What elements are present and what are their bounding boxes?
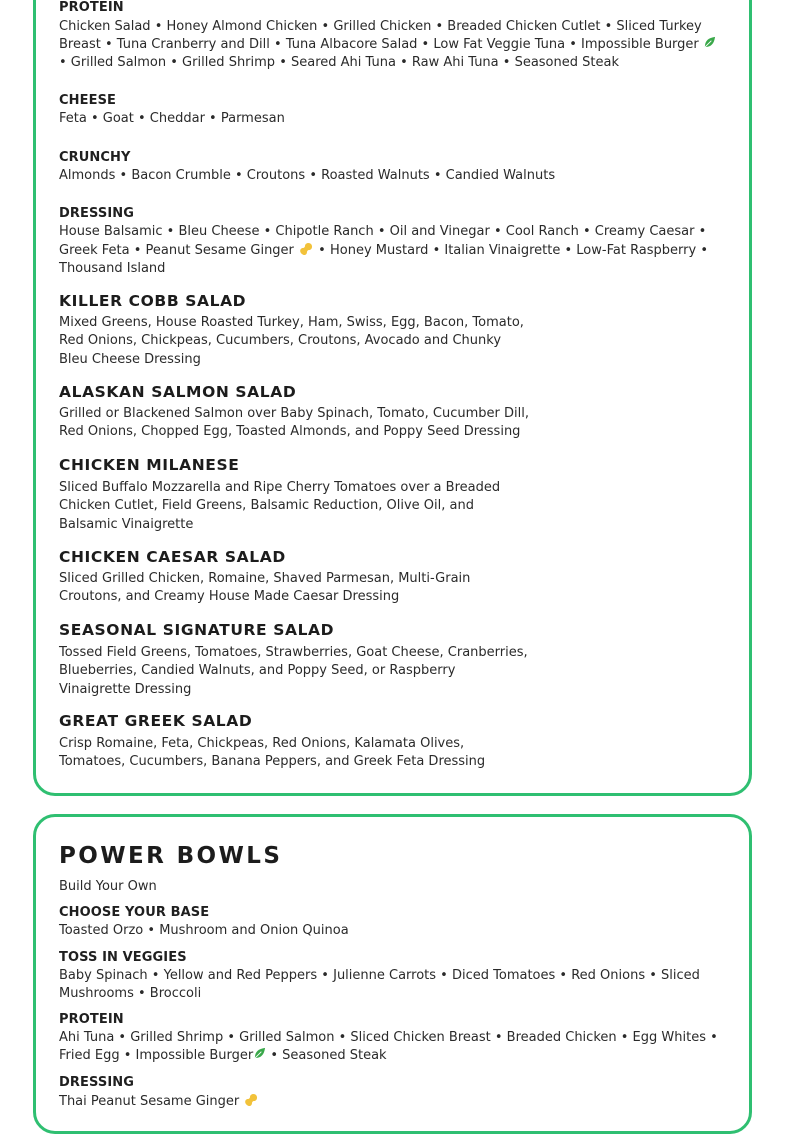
category-items-dressing: Thai Peanut Sesame Ginger [59,1092,724,1111]
salad-description: Sliced Buffalo Mozzarella and Ripe Cherry Tomatoes over a Breaded Chicken Cutlet, Field Greens, Balsamic Reduction, Olive Oil, and Balsamic Vinaigrette [59,480,501,532]
salad-name: GREAT GREEK SALAD [59,712,253,730]
category-title-cheese: CHEESE [59,93,117,108]
peanut-icon [298,241,314,257]
peanut-icon [243,1092,259,1108]
section-subtitle: Build Your Own [59,879,157,894]
salad-description: Sliced Grilled Chicken, Romaine, Shaved Parmesan, Multi-Grain Croutons, and Creamy House Made Caesar Dressing [59,571,471,605]
section-title-power-bowls: POWER BOWLS [59,843,283,869]
leaf-icon [703,36,716,49]
salad-description: Tossed Field Greens, Tomatoes, Strawberries, Goat Cheese, Cranberries, Blueberries, Candied Walnuts, and Poppy Seed, or Raspberry Vinaigrette Dressing [59,645,528,697]
category-title-crunchy: CRUNCHY [59,150,131,165]
salad-name: CHICKEN MILANESE [59,456,240,474]
category-title-dressing: DRESSING [59,206,135,221]
salad-description: Crisp Romaine, Feta, Chickpeas, Red Onions, Kalamata Olives, Tomatoes, Cucumbers, Banana Peppers, and Greek Feta Dressing [59,736,486,770]
category-items-base: Toasted Orzo • Mushroom and Onion Quinoa [59,923,349,938]
salad-description: Mixed Greens, House Roasted Turkey, Ham, Swiss, Egg, Bacon, Tomato, Red Onions, Chickpeas, Cucumbers, Croutons, Avocado and Chunky Bleu Cheese Dressing [59,315,524,367]
category-items-veggies: Baby Spinach • Yellow and Red Peppers • Julienne Carrots • Diced Tomatoes • Red Onions • Sliced Mushrooms • Broccoli [59,968,700,1001]
category-items-protein: Chicken Salad • Honey Almond Chicken • Grilled Chicken • Breaded Chicken Cutlet • Sliced Turkey Breast • Tuna Cranberry and Dill • Tuna Albacore Salad • Low Fat Veggie Tuna • Impossible Burger • Grilled Salmon • Grilled Shrimp • Seared Ahi Tuna • Raw Ahi Tuna • Seasoned Steak [59,18,724,72]
category-items-protein: Ahi Tuna • Grilled Shrimp • Grilled Salmon • Sliced Chicken Breast • Breaded Chicken • Egg Whites • Fried Egg • Impossible Burger • Seasoned Steak [59,1030,718,1063]
category-title-base: CHOOSE YOUR BASE [59,905,210,920]
leaf-icon [253,1047,266,1060]
salad-name: CHICKEN CAESAR SALAD [59,548,286,566]
salad-description: Grilled or Blackened Salmon over Baby Spinach, Tomato, Cucumber Dill, Red Onions, Chopped Egg, Toasted Almonds, and Poppy Seed Dressing [59,406,529,440]
category-items-crunchy: Almonds • Bacon Crumble • Croutons • Roasted Walnuts • Candied Walnuts [59,168,556,183]
category-title-protein: PROTEIN [59,0,124,15]
category-title-protein: PROTEIN [59,1012,124,1027]
category-title-veggies: TOSS IN VEGGIES [59,950,187,965]
salad-name: ALASKAN SALMON SALAD [59,383,297,401]
category-title-dressing: DRESSING [59,1075,135,1090]
category-items-dressing: House Balsamic • Bleu Cheese • Chipotle Ranch • Oil and Vinegar • Cool Ranch • Creamy Caesar • Greek Feta • Peanut Sesame Ginger • Honey Mustard • Italian Vinaigrette • Low-Fat Raspberry • Thousand Island [59,224,709,276]
category-items-cheese: Feta • Goat • Cheddar • Parmesan [59,111,285,126]
salad-name: KILLER COBB SALAD [59,292,247,310]
salad-name: SEASONAL SIGNATURE SALAD [59,621,335,639]
